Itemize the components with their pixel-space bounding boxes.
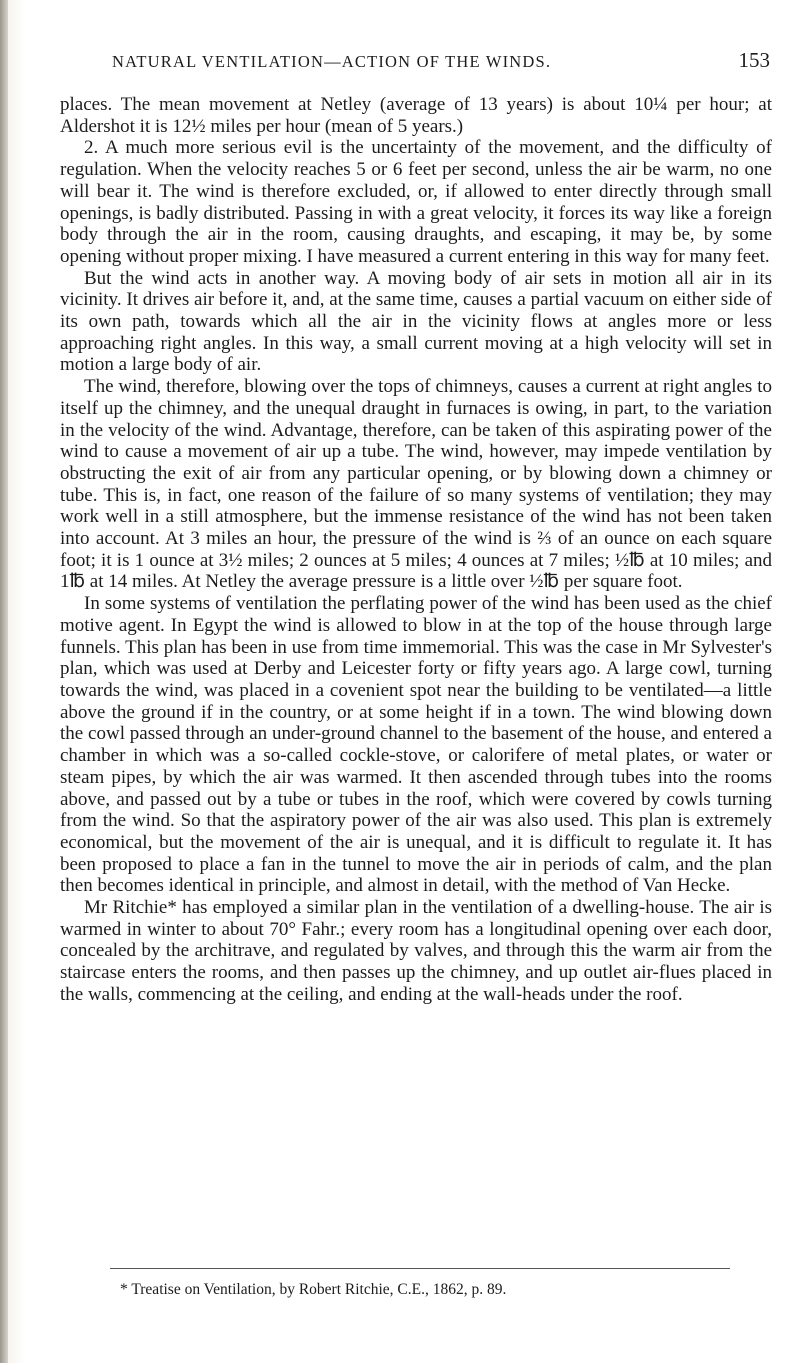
body-text bbox=[60, 94, 772, 1006]
paragraph: The wind, therefore, blowing over the tops of chimneys, causes a current at right angles to itself up the chimney, and the unequal draught in furnaces is owing, in part, to the variation in the velocity of the wind. Advantage, therefore, can be taken of this aspirating power of the wind to cause a movement of air up a tube. The wind, however, may impede ventilation by obstructing the exit of air from any particular opening, or by blowing down a chimney or tube. This is, in fact, one reason of the failure of so many systems of ventilation; they may work well in a still atmosphere, but the immense resistance of the wind has not been taken into account. At 3 miles an hour, the pressure of the wind is ⅔ of an ounce on each square foot; it is 1 ounce at 3½ miles; 2 ounces at 5 miles; 4 ounces at 7 miles; ½℔ at 10 miles; and 1℔ at 14 miles. At Netley the average pressure is a little over ½℔ per square foot. bbox=[60, 376, 772, 593]
running-head: NATURAL VENTILATION—ACTION OF THE WINDS. bbox=[112, 52, 552, 71]
paragraph: places. The mean movement at Netley (average of 13 years) is about 10¼ per hour; at Aldershot it is 12½ miles per hour (mean of 5 years.) bbox=[60, 94, 772, 137]
paragraph: In some systems of ventilation the perflating power of the wind has been used as the chief motive agent. In Egypt the wind is allowed to blow in at the top of the house through large funnels. This plan has been in use from time immemorial. This was the case in Mr Sylvester's plan, which was used at Derby and Leicester forty or fifty years ago. A large cowl, turning towards the wind, was placed in a covenient spot near the building to be ventilated—a little above the ground if in the country, or at some height if in a town. The wind blowing down the cowl passed through an under-ground channel to the basement of the house, and entered a chamber in which was a so-called cockle-stove, or calorifere of metal plates, or water or steam pipes, by which the air was warmed. It then ascended through tubes into the rooms above, and passed out by a tube or tubes in the roof, which were covered by cowls turning from the wind. So that the aspiratory power of the air was also used. This plan is extremely economical, but the movement of the air is unequal, and it is difficult to regulate it. It has been proposed to place a fan in the tunnel to move the air in periods of calm, and the plan then becomes identical in principle, and almost in detail, with the method of Van Hecke. bbox=[60, 593, 772, 897]
footnote: * Treatise on Ventilation, by Robert Ritchie, C.E., 1862, p. 89. bbox=[120, 1281, 507, 1298]
page-binding-shadow bbox=[0, 0, 8, 1363]
paragraph: 2. A much more serious evil is the uncertainty of the movement, and the difficulty of regulation. When the velocity reaches 5 or 6 feet per second, unless the air be warm, no one will bear it. The wind is therefore excluded, or, if allowed to enter directly through small openings, is badly distributed. Passing in with a great velocity, it forces its way like a foreign body through the air in the room, causing draughts, and escaping, it may be, by some opening without proper mixing. I have measured a current entering in this way for many feet. bbox=[60, 137, 772, 267]
page-number: 153 bbox=[738, 48, 770, 72]
paragraph: Mr Ritchie* has employed a similar plan in the ventilation of a dwelling-house. The air is warmed in winter to about 70° Fahr.; every room has a longitudinal opening over each door, concealed by the architrave, and regulated by valves, and through this the warm air from the staircase enters the rooms, and then passes up the chimney, and up outlet air-flues placed in the walls, commencing at the ceiling, and ending at the wall-heads under the roof. bbox=[60, 897, 772, 1005]
page-header bbox=[60, 48, 770, 78]
footnote-divider bbox=[110, 1268, 730, 1269]
paragraph: But the wind acts in another way. A moving body of air sets in motion all air in its vicinity. It drives air before it, and, at the same time, causes a partial vacuum on either side of its own path, towards which all the air in the vicinity flows at angles more or less approaching right angles. In this way, a small current moving at a high velocity will set in motion a large body of air. bbox=[60, 267, 772, 376]
